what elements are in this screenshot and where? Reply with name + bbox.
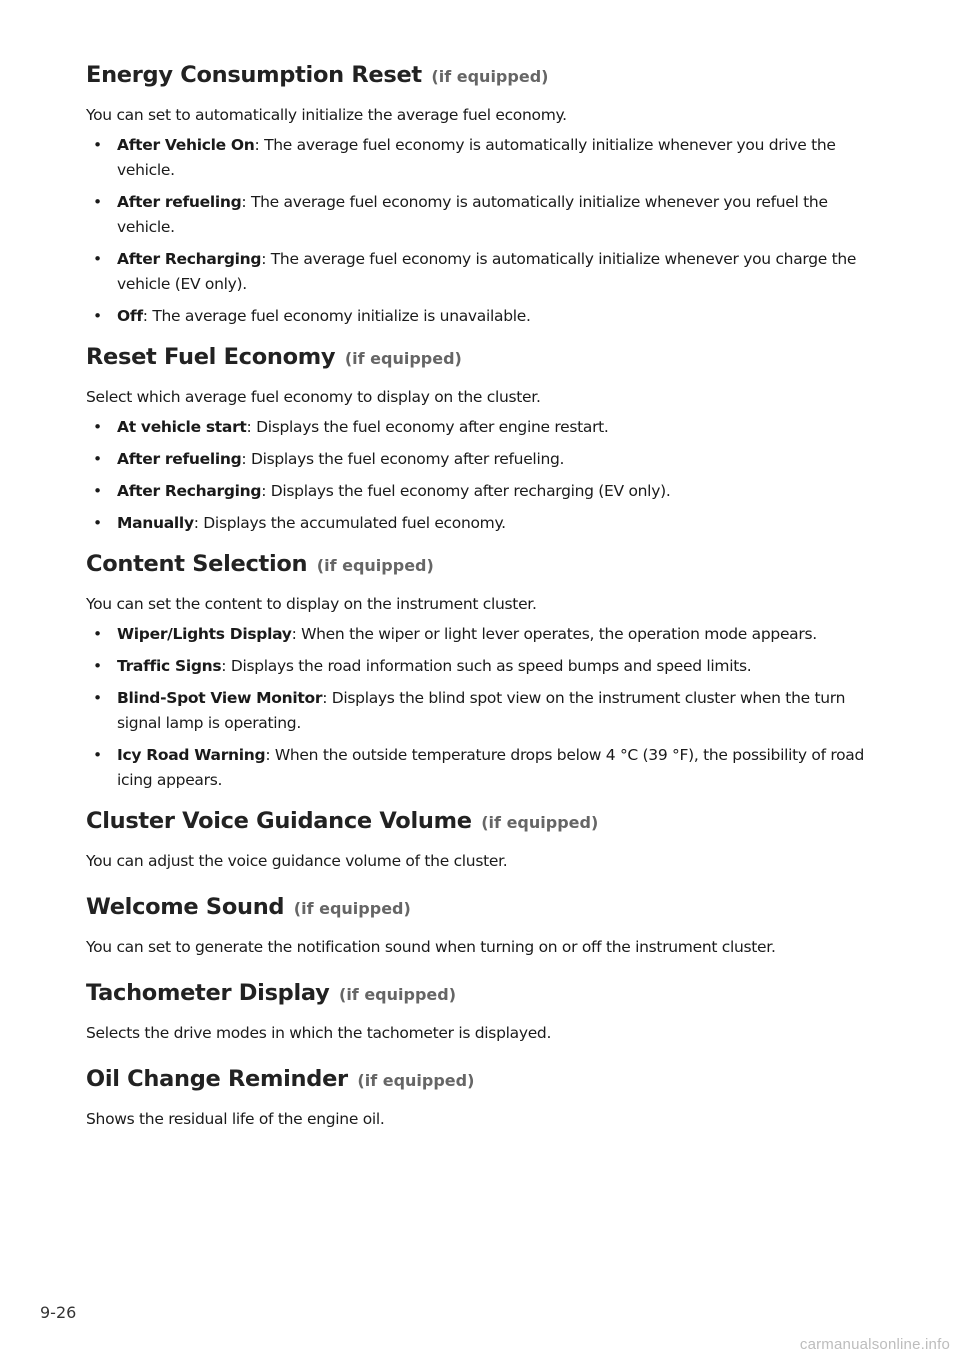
if-equipped-note: (if equipped): [431, 67, 549, 86]
option-text: : When the wiper or light lever operates, the operation mode appears.: [291, 625, 817, 643]
option-list: [86, 133, 886, 329]
section-heading: [86, 60, 886, 92]
section-heading: [86, 892, 886, 924]
section-title: Welcome Sound: [86, 894, 285, 920]
option-term: At vehicle start: [117, 418, 247, 436]
list-item: [86, 190, 886, 240]
option-text: : The average fuel economy is automatically initialize whenever you charge the vehicle (EV only).: [117, 250, 857, 293]
watermark: carmanualsonline.info: [799, 1336, 950, 1353]
page-number: 9-26: [40, 1303, 77, 1322]
section-title: Energy Consumption Reset: [86, 62, 422, 88]
option-text: : Displays the fuel economy after recharging (EV only).: [261, 482, 671, 500]
bullet-icon: •: [93, 193, 102, 211]
section-cluster-voice-guidance-volume: [86, 806, 886, 874]
section-title: Tachometer Display: [86, 980, 330, 1006]
section-heading: [86, 1064, 886, 1096]
option-term: Manually: [117, 514, 194, 532]
section-oil-change-reminder: [86, 1064, 886, 1132]
option-text: : The average fuel economy is automatically initialize whenever you refuel the vehicle.: [117, 193, 828, 236]
option-term: Wiper/Lights Display: [117, 625, 292, 643]
section-intro: You can set to automatically initialize the average fuel economy.: [86, 106, 567, 124]
bullet-icon: •: [93, 689, 102, 707]
option-text: : Displays the fuel economy after refueling.: [241, 450, 565, 468]
section-intro: You can adjust the voice guidance volume of the cluster.: [86, 852, 508, 870]
option-term: After Vehicle On: [117, 136, 255, 154]
option-text: : When the outside temperature drops below 4 °C (39 °F), the possibility of road icing appears.: [117, 746, 865, 789]
bullet-icon: •: [93, 657, 102, 675]
bullet-icon: •: [93, 514, 102, 532]
option-term: After Recharging: [117, 250, 262, 268]
option-term: Off: [117, 307, 143, 325]
bullet-icon: •: [93, 450, 102, 468]
option-term: After Recharging: [117, 482, 262, 500]
list-item: [86, 447, 886, 472]
option-term: After refueling: [117, 193, 242, 211]
list-item: [86, 743, 886, 793]
section-intro: Selects the drive modes in which the tachometer is displayed.: [86, 1024, 552, 1042]
section-intro: Select which average fuel economy to display on the cluster.: [86, 388, 541, 406]
section-welcome-sound: [86, 892, 886, 960]
option-text: : The average fuel economy initialize is unavailable.: [142, 307, 531, 325]
option-list: [86, 415, 886, 536]
bullet-icon: •: [93, 136, 102, 154]
list-item: [86, 415, 886, 440]
section-intro: You can set to generate the notification sound when turning on or off the instrument cluster.: [86, 938, 776, 956]
if-equipped-note: (if equipped): [344, 349, 462, 368]
section-heading: [86, 342, 886, 374]
option-text: : The average fuel economy is automatically initialize whenever you drive the vehicle.: [117, 136, 836, 179]
manual-page: [86, 60, 886, 1137]
if-equipped-note: (if equipped): [481, 813, 599, 832]
bullet-icon: •: [93, 307, 102, 325]
section-intro: Shows the residual life of the engine oil.: [86, 1110, 385, 1128]
option-text: : Displays the road information such as speed bumps and speed limits.: [221, 657, 752, 675]
option-term: After refueling: [117, 450, 242, 468]
bullet-icon: •: [93, 482, 102, 500]
list-item: [86, 686, 886, 736]
if-equipped-note: (if equipped): [357, 1071, 475, 1090]
option-term: Icy Road Warning: [117, 746, 266, 764]
option-list: [86, 622, 886, 793]
bullet-icon: •: [93, 625, 102, 643]
section-energy-consumption-reset: [86, 60, 886, 329]
section-title: Content Selection: [86, 551, 308, 577]
list-item: [86, 654, 886, 679]
option-text: : Displays the fuel economy after engine restart.: [246, 418, 609, 436]
section-heading: [86, 978, 886, 1010]
option-term: Blind-Spot View Monitor: [117, 689, 323, 707]
list-item: [86, 511, 886, 536]
list-item: [86, 479, 886, 504]
section-title: Cluster Voice Guidance Volume: [86, 808, 472, 834]
if-equipped-note: (if equipped): [316, 556, 434, 575]
list-item: [86, 247, 886, 297]
bullet-icon: •: [93, 418, 102, 436]
option-text: : Displays the accumulated fuel economy.: [193, 514, 506, 532]
section-intro: You can set the content to display on the instrument cluster.: [86, 595, 537, 613]
section-content-selection: [86, 549, 886, 793]
section-heading: [86, 806, 886, 838]
option-text: : Displays the blind spot view on the instrument cluster when the turn signal lamp is operating.: [117, 689, 846, 732]
list-item: [86, 304, 886, 329]
if-equipped-note: (if equipped): [339, 985, 457, 1004]
bullet-icon: •: [93, 250, 102, 268]
bullet-icon: •: [93, 746, 102, 764]
option-term: Traffic Signs: [117, 657, 222, 675]
list-item: [86, 622, 886, 647]
section-title: Reset Fuel Economy: [86, 344, 336, 370]
if-equipped-note: (if equipped): [293, 899, 411, 918]
section-tachometer-display: [86, 978, 886, 1046]
section-heading: [86, 549, 886, 581]
section-title: Oil Change Reminder: [86, 1066, 348, 1092]
list-item: [86, 133, 886, 183]
section-reset-fuel-economy: [86, 342, 886, 536]
